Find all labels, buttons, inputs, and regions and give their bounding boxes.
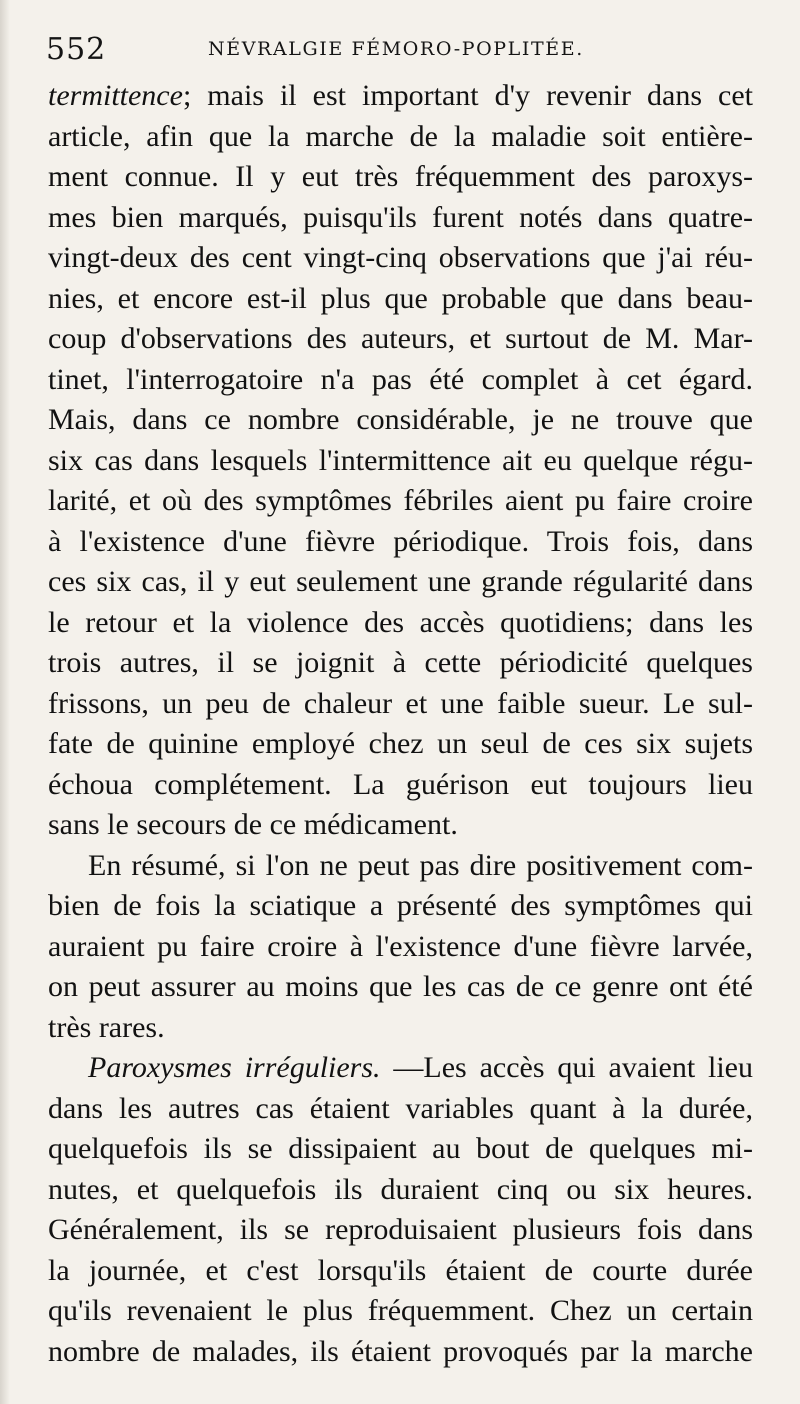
text-line: frissons, un peu de chaleur et une faible sueur. Le sul-: [48, 686, 753, 720]
page-number: 552: [46, 32, 107, 67]
text-line: dans les autres cas étaient variables quant à la durée,: [48, 1091, 753, 1125]
text-line: échoua complétement. La guérison eut toujours lieu: [48, 767, 753, 801]
text-line: tinet, l'interrogatoire n'a pas été complet à cet égard.: [48, 362, 753, 396]
text-line: bien de fois la sciatique a présenté des symptômes qui: [48, 889, 753, 922]
text-line: fate de quinine employé chez un seul de ces six sujets: [48, 727, 753, 760]
paragraph-1: [48, 76, 753, 846]
text-line: nies, et encore est-il plus que probable que dans beau-: [48, 281, 753, 315]
text-line: très rares.: [48, 1010, 165, 1044]
paragraph-2: [48, 846, 753, 1049]
italic-fragment: termittence: [48, 79, 183, 112]
text-line: ces six cas, il y eut seulement une grande régularité dans: [48, 565, 753, 598]
running-title: NÉVRALGIE FÉMORO-POPLITÉE.: [208, 38, 584, 60]
text-line: article, afin que la marche de la maladie soit entière-: [48, 119, 753, 153]
text-line: Mais, dans ce nombre considérable, je ne trouve que: [48, 403, 753, 436]
text-line: En résumé, si l'on ne peut pas dire positivement com-: [88, 848, 753, 882]
text-line: sans le secours de ce médicament.: [48, 808, 458, 841]
text-line: ment connue. Il y eut très fréquemment des paroxys-: [48, 160, 753, 193]
text-line: vingt-deux des cent vingt-cinq observations que j'ai réu-: [48, 241, 753, 274]
text-line: on peut assurer au moins que les cas de ce genre ont été: [48, 970, 753, 1003]
text-fragment: ; mais il est important d'y revenir dans cet: [182, 79, 753, 112]
text-line: coup d'observations des auteurs, et surtout de M. Mar-: [48, 322, 753, 355]
text-line: quelquefois ils se dissipaient au bout de quelques mi-: [48, 1132, 753, 1165]
page-edge: [0, 0, 10, 1404]
text-line: [48, 1048, 753, 1089]
text-line: auraient pu faire croire à l'existence d'une fièvre larvée,: [48, 929, 753, 963]
text-line: nombre de malades, ils étaient provoqués par la marche: [48, 1334, 753, 1368]
text-line: trois autres, il se joignit à cette périodicité quelques: [48, 646, 753, 679]
text-line: la journée, et c'est lorsqu'ils étaient de courte durée: [48, 1253, 753, 1287]
paragraph-3: [48, 1048, 753, 1372]
text-fragment: —Les accès qui avaient lieu: [380, 1051, 753, 1084]
text-line: mes bien marqués, puisqu'ils furent notés dans quatre-: [48, 200, 753, 234]
text-line: Généralement, ils se reproduisaient plusieurs fois dans: [48, 1213, 753, 1246]
text-line: à l'existence d'une fièvre périodique. Trois fois, dans: [48, 524, 753, 558]
text-line: six cas dans lesquels l'intermittence ait eu quelque régu-: [48, 443, 753, 477]
body-text: [48, 76, 753, 1372]
section-heading: Paroxysmes irréguliers.: [88, 1051, 381, 1084]
text-line: larité, et où des symptômes fébriles aient pu faire croire: [48, 484, 753, 517]
text-line: le retour et la violence des accès quotidiens; dans les: [48, 605, 753, 639]
page-header: [46, 30, 756, 70]
text-line: [48, 76, 753, 117]
text-line: nutes, et quelquefois ils duraient cinq ou six heures.: [48, 1172, 753, 1206]
text-line: qu'ils revenaient le plus fréquemment. Chez un certain: [48, 1294, 753, 1327]
